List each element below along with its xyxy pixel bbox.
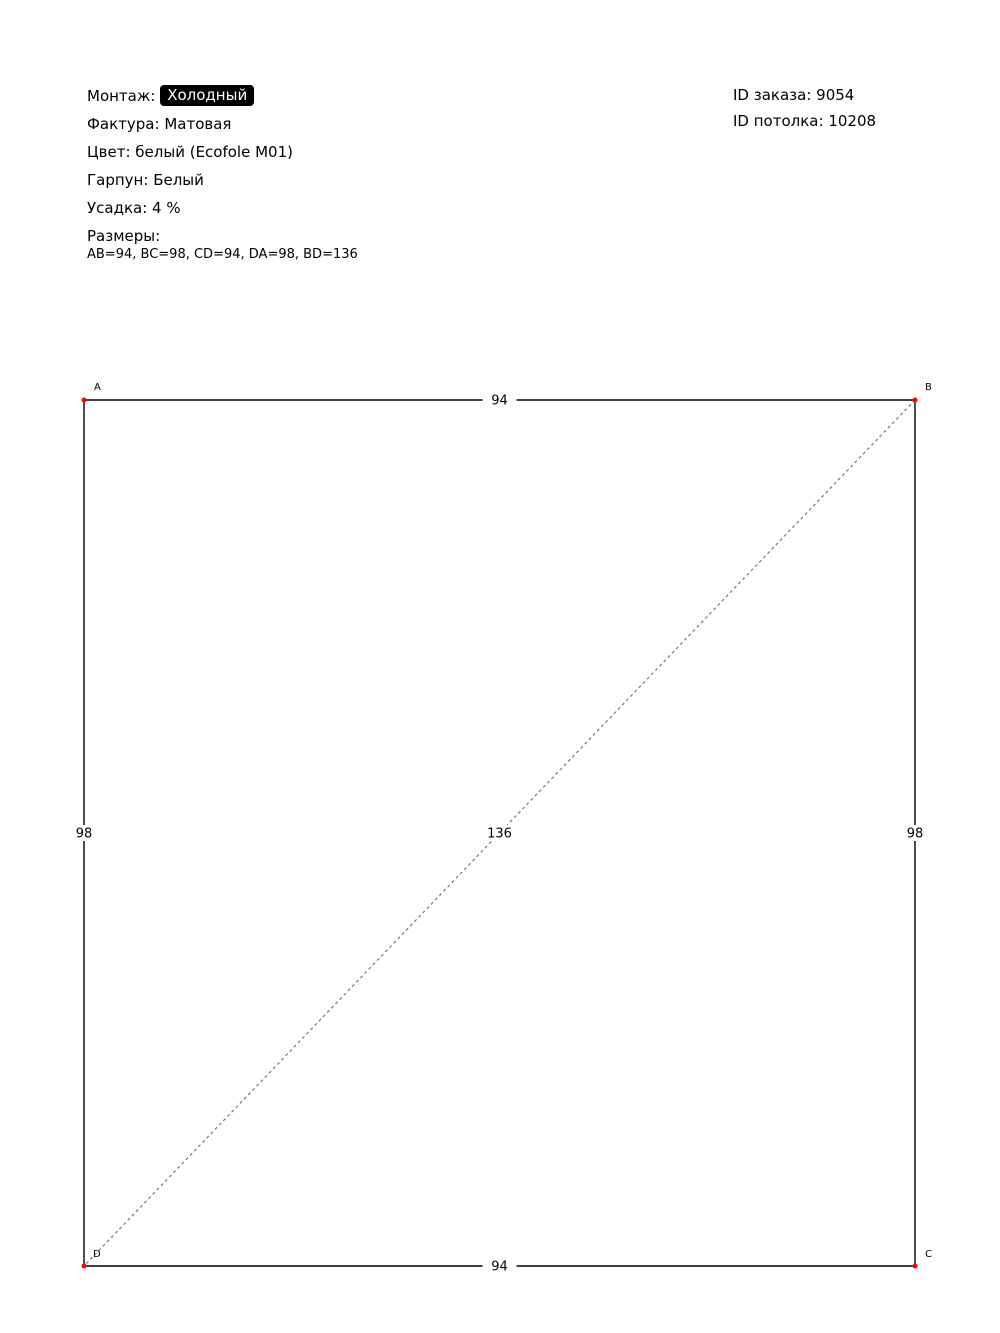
vertex-point-b: [913, 398, 918, 403]
edge-length-label-cd: 94: [491, 1259, 508, 1275]
vertex-label-d: D: [93, 1249, 101, 1260]
shrinkage-label: Усадка:: [87, 199, 148, 217]
color-label: Цвет:: [87, 143, 131, 161]
texture-label: Фактура:: [87, 115, 160, 133]
vertex-label-b: B: [925, 382, 932, 393]
harpoon-value: Белый: [153, 171, 204, 189]
ceiling-id-label: ID потолка:: [733, 112, 824, 130]
edge-length-label-ab: 94: [491, 393, 508, 409]
ceiling-id-value: 10208: [828, 112, 877, 130]
sizes-label: Размеры:: [87, 227, 161, 245]
montage-label: Монтаж:: [87, 87, 156, 105]
edge-length-label-da: 98: [75, 826, 93, 842]
vertex-label-a: A: [94, 382, 101, 393]
shrinkage-value: 4 %: [152, 199, 181, 217]
color-value: белый (Ecofole M01): [135, 143, 293, 161]
vertex-point-c: [913, 1264, 918, 1269]
vertex-point-a: [82, 398, 87, 403]
edge-length-label-bc: 98: [906, 826, 924, 842]
vertex-point-d: [82, 1264, 87, 1269]
vertex-label-c: C: [925, 1249, 932, 1260]
sizes-value: AB=94, BC=98, CD=94, DA=98, BD=136: [87, 247, 358, 262]
montage-badge: Холодный: [160, 85, 254, 106]
order-id-label: ID заказа:: [733, 86, 812, 104]
texture-value: Матовая: [164, 115, 232, 133]
harpoon-label: Гарпун:: [87, 171, 149, 189]
order-id-value: 9054: [816, 86, 855, 104]
edge-length-label-bd: 136: [487, 826, 512, 842]
